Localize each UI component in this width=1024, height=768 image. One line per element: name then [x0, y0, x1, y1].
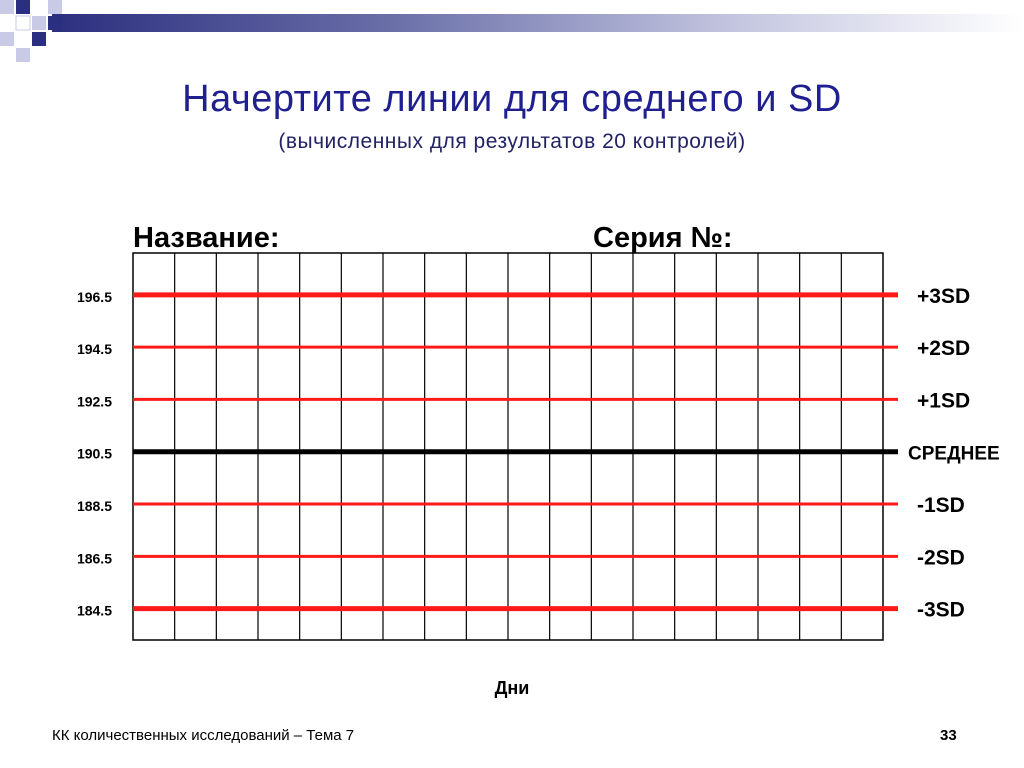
y-tick-label: 190.5	[76, 445, 112, 462]
y-tick-label: 188.5	[76, 498, 112, 515]
y-tick-label: 196.5	[76, 288, 112, 305]
y-tick-label: 192.5	[76, 393, 112, 410]
sd-label: -3SD	[917, 598, 965, 622]
series-label: Серия №:	[593, 222, 733, 254]
sd-label: +2SD	[917, 337, 971, 361]
sd-label: -2SD	[917, 546, 965, 570]
mean-label: СРЕДНЕЕ	[908, 443, 1000, 465]
sd-label: +1SD	[917, 389, 971, 413]
slide-title: Начертите линии для среднего и SD	[182, 78, 842, 120]
name-label: Название:	[133, 222, 280, 254]
x-axis-label: Дни	[494, 678, 530, 698]
page-number: 33	[940, 727, 957, 744]
slide-subtitle: (вычисленных для результатов 20 контролей)	[278, 130, 746, 153]
sd-label: +3SD	[917, 284, 971, 308]
y-tick-label: 194.5	[76, 341, 112, 358]
y-tick-label: 186.5	[76, 550, 112, 567]
footer-text: КК количественных исследований – Тема 7	[52, 727, 355, 744]
sd-label: -1SD	[917, 494, 965, 518]
y-tick-label: 184.5	[76, 602, 112, 619]
